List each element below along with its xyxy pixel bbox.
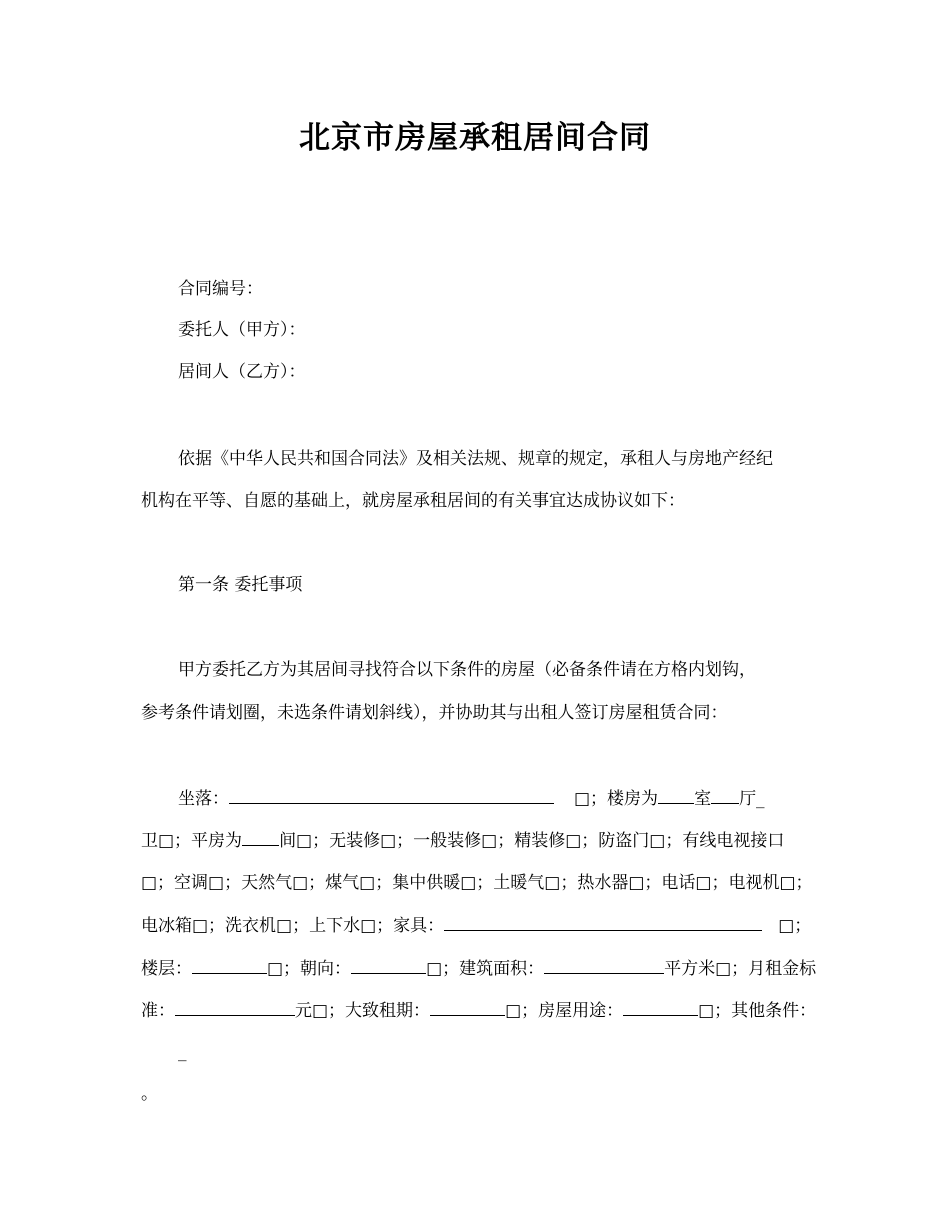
building-label: □；楼房为 [574, 789, 659, 809]
conditions-line-1 [178, 786, 765, 811]
floor-label: 楼层： [141, 959, 192, 979]
rent-label: 平方米□；月租金标 [664, 959, 817, 979]
location-blank[interactable] [229, 786, 554, 804]
conditions-line-6 [141, 998, 816, 1023]
intro-line-2: 机构在平等、自愿的基础上，就房屋承租居间的有关事宜达成协议如下： [141, 491, 685, 511]
usage-label: □；房屋用途： [505, 1001, 624, 1021]
halls-unit: 厅_ [739, 789, 765, 809]
article-1-para-line-2: 参考条件请划圈，未选条件请划斜线），并协助其与出租人签订房屋租赁合同： [141, 703, 728, 723]
conditions-line-4 [141, 913, 811, 938]
rooms-unit: 室 [694, 789, 712, 809]
closing-mark: 。 [141, 1084, 158, 1104]
client-label: 委托人（甲方）： [178, 320, 306, 340]
bungalow-rooms-blank[interactable] [242, 828, 279, 846]
area-label: □；建筑面积： [426, 959, 545, 979]
furniture-blank[interactable] [444, 913, 762, 931]
term-label: 元□；大致租期： [295, 1001, 431, 1021]
rent-blank[interactable] [175, 998, 295, 1016]
bath-label: 卫□；平房为 [141, 831, 243, 851]
usage-blank[interactable] [623, 998, 698, 1016]
amenities-1: 间□；无装修□；一般装修□；精装修□；防盗门□；有线电视接口 [279, 831, 785, 851]
document-title: 北京市房屋承租居间合同 [299, 120, 651, 156]
contract-number-label: 合同编号： [178, 279, 263, 299]
orientation-label: □；朝向： [267, 959, 352, 979]
furniture-checkbox: □； [778, 916, 812, 936]
other-label: □；其他条件： [698, 1001, 817, 1021]
article-1-para-line-1: 甲方委托乙方为其居间寻找符合以下条件的房屋（必备条件请在方格内划钩， [178, 660, 756, 680]
rent-label-cont: 准： [141, 1001, 175, 1021]
conditions-line-5 [141, 956, 816, 981]
halls-blank[interactable] [711, 786, 739, 804]
rooms-blank[interactable] [658, 786, 694, 804]
area-blank[interactable] [544, 956, 664, 974]
other-conditions-blank[interactable]: _ [178, 1042, 187, 1062]
agent-label: 居间人（乙方）： [178, 362, 306, 382]
conditions-line-2 [141, 828, 784, 853]
conditions-line-3: □；空调□；天然气□；煤气□；集中供暖□；土暖气□；热水器□；电话□；电视机□； [141, 873, 813, 893]
term-blank[interactable] [430, 998, 505, 1016]
location-label: 坐落： [178, 789, 229, 809]
orientation-blank[interactable] [351, 956, 426, 974]
amenities-2: 电冰箱□；洗衣机□；上下水□；家具： [141, 916, 445, 936]
floor-blank[interactable] [192, 956, 267, 974]
article-1-heading: 第一条 委托事项 [178, 575, 303, 595]
intro-line-1: 依据《中华人民共和国合同法》及相关法规、规章的规定，承租人与房地产经纪 [178, 449, 773, 469]
